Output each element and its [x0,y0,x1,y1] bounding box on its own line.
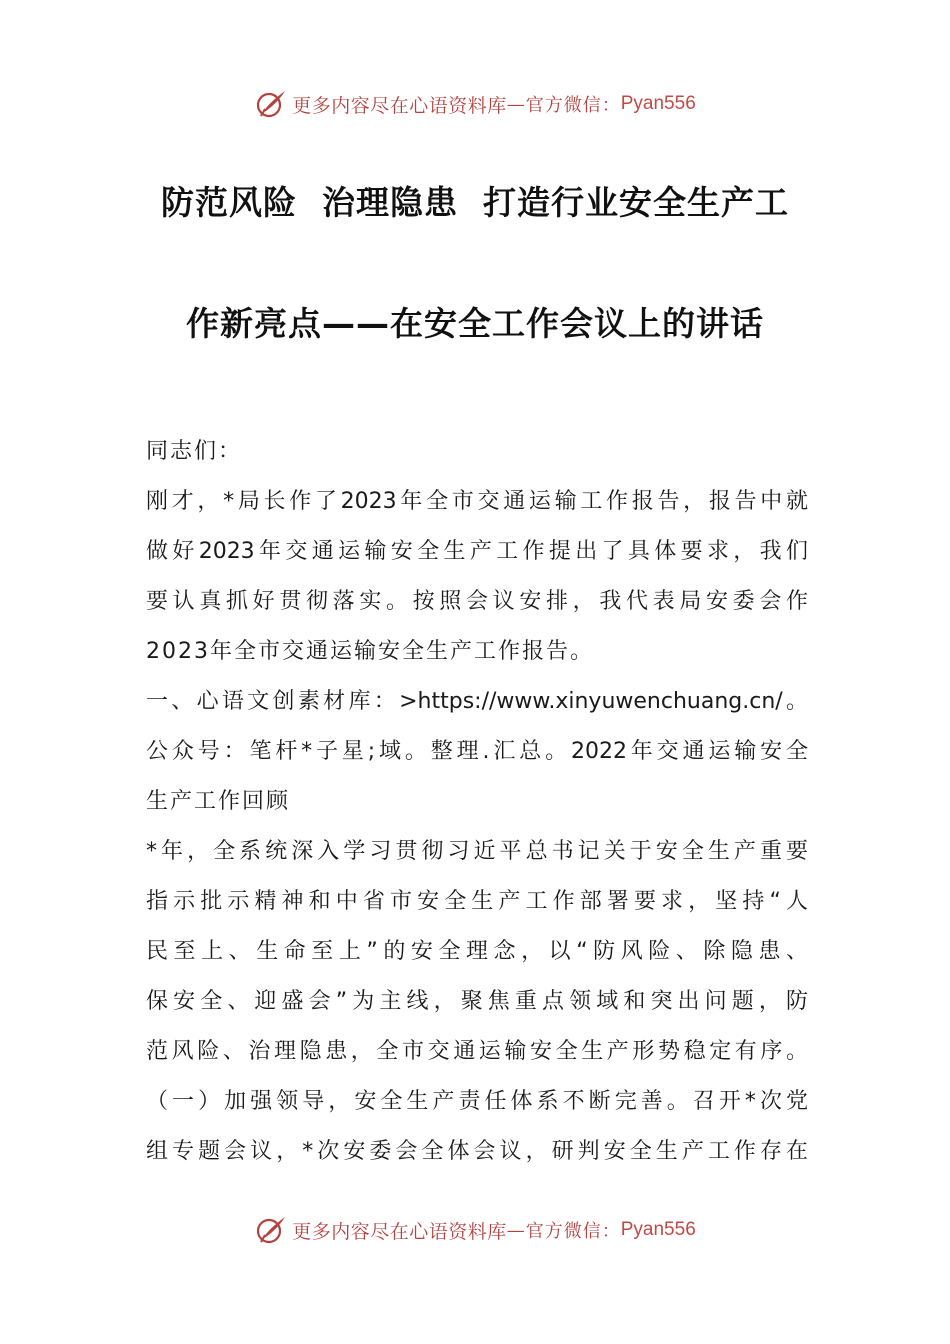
quill-logo-icon [254,87,288,121]
document-title-line-1: 防范风险 治理隐患 打造行业安全生产工 [161,183,789,222]
body-line: 2023年全市交通运输安全生产工作报告。 [146,639,594,664]
header-banner [0,84,950,124]
body-line: 保安全、迎盛会”为主线，聚焦重点领域和突出问题，防 [146,989,808,1014]
quill-logo-icon [254,1213,288,1247]
body-line: 民至上、生命至上”的安全理念，以“防风险、除隐患、 [146,939,808,964]
document-body [146,427,808,1177]
body-line: 同志们： [146,439,243,464]
document-title-line-2: 作新亮点——在安全工作会议上的讲话 [186,304,764,343]
banner-main-text: 更多内容尽在心语资料库 [292,1220,507,1243]
body-line: 一、心语文创素材库：>https://www.xinyuwenchuang.cn/。 [146,689,808,714]
body-line: （一）加强领导，安全生产责任体系不断完善。召开*次党 [146,1089,808,1114]
banner-dash: — [506,1219,526,1241]
banner-wechat-label: 官方微信： [525,1221,621,1242]
banner-main-text: 更多内容尽在心语资料库 [292,94,507,117]
banner-dash: — [506,93,526,115]
body-line: 生产工作回顾 [146,789,291,814]
body-line: 公众号：笔杆*子星;域。整理.汇总。2022年交通运输安全 [146,739,808,764]
body-line: 做好2023年交通运输安全生产工作提出了具体要求，我们 [146,539,808,564]
body-line: 刚才，*局长作了2023年全市交通运输工作报告，报告中就 [146,489,808,514]
banner-wechat-id: Pyan556 [620,93,696,114]
body-line: 要认真抓好贯彻落实。按照会议安排，我代表局安委会作 [146,589,808,614]
body-line: 组专题会议，*次安委会全体会议，研判安全生产工作存在 [146,1139,808,1164]
banner-wechat-label: 官方微信： [525,95,621,116]
body-line: *年，全系统深入学习贯彻习近平总书记关于安全生产重要 [146,839,808,864]
body-line: 范风险、治理隐患，全市交通运输安全生产形势稳定有序。 [146,1039,808,1064]
footer-banner [0,1210,950,1250]
body-line: 指示批示精神和中省市安全生产工作部署要求，坚持“人 [146,889,808,914]
banner-wechat-id: Pyan556 [620,1219,696,1240]
